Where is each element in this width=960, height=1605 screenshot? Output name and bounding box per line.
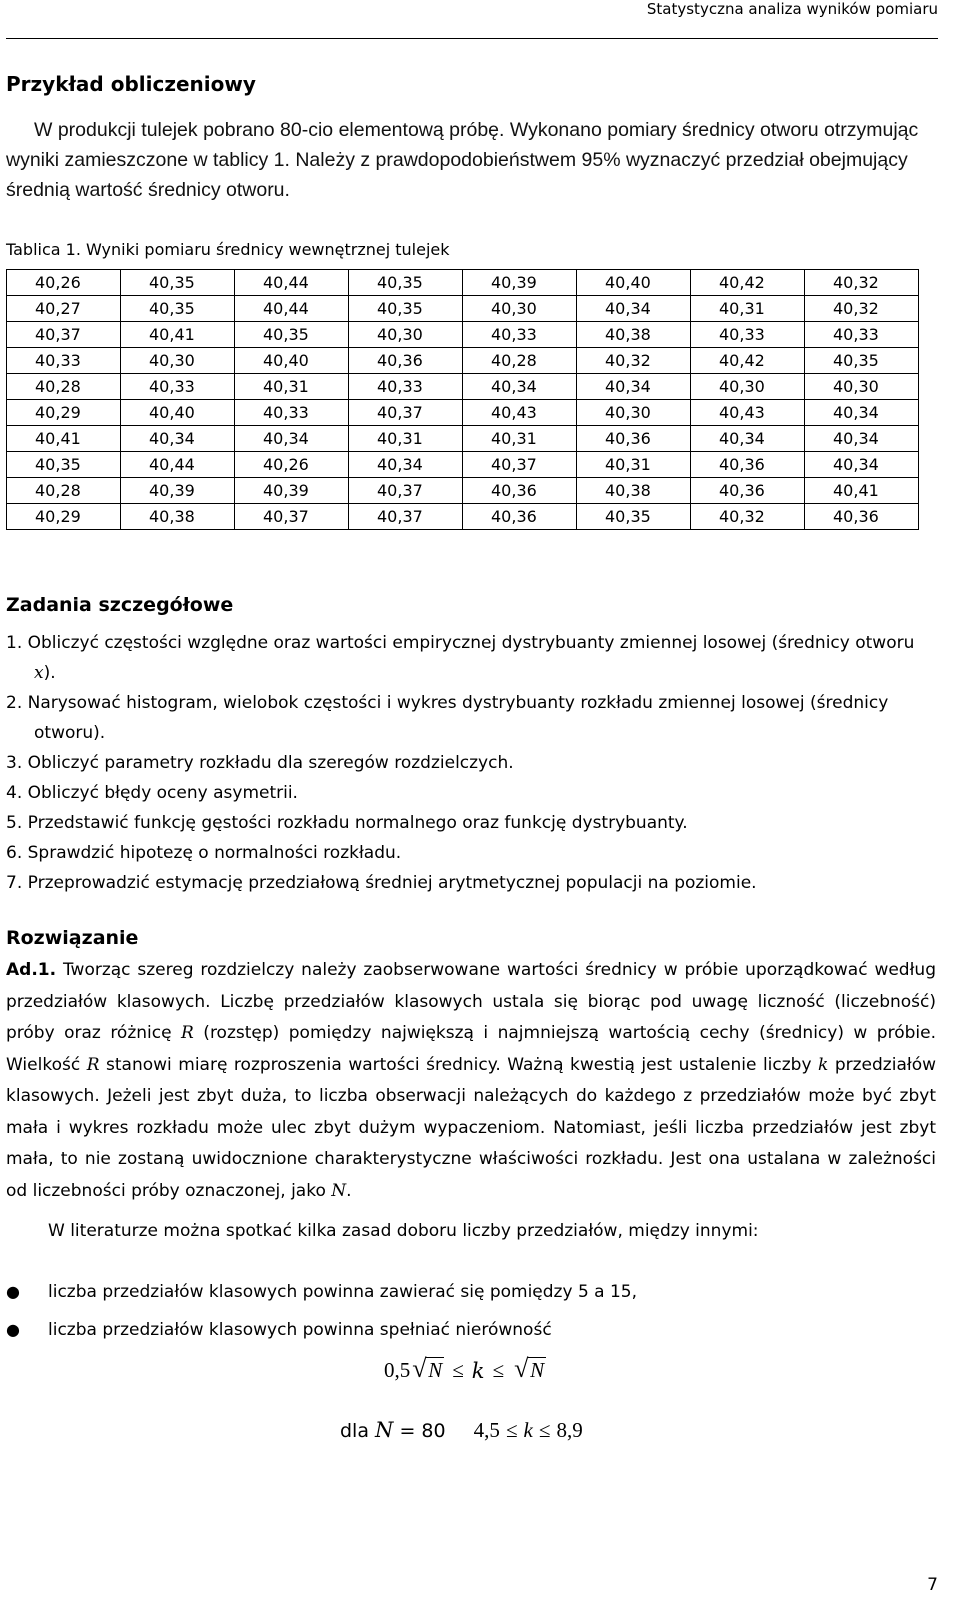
table-cell: 40,38 — [577, 322, 691, 348]
table-cell: 40,30 — [349, 322, 463, 348]
table-cell: 40,29 — [7, 400, 121, 426]
solution-label: Ad.1. — [6, 960, 57, 980]
table-cell: 40,28 — [7, 374, 121, 400]
task-text: 3. Obliczyć parametry rozkładu dla szeregów rozdzielczych. — [6, 753, 514, 773]
task-item — [6, 688, 936, 748]
list-item — [6, 1315, 637, 1353]
table-row — [7, 426, 919, 452]
table-cell: 40,33 — [805, 322, 919, 348]
task-text: 1. Obliczyć częstości względne oraz wartości empirycznej dystrybuanty zmiennej losowej (średnicy otworu — [6, 633, 915, 653]
table-cell: 40,34 — [577, 296, 691, 322]
formula-k: k — [471, 1358, 485, 1383]
table-cell: 40,31 — [577, 452, 691, 478]
solution-heading: Rozwiązanie — [6, 927, 139, 949]
table-cell: 40,37 — [349, 478, 463, 504]
table-cell: 40,30 — [805, 374, 919, 400]
table-cell: 40,26 — [7, 270, 121, 296]
table-cell: 40,32 — [805, 270, 919, 296]
table-cell: 40,41 — [7, 426, 121, 452]
solution-text-5: . — [346, 1180, 352, 1201]
running-header: Statystyczna analiza wyników pomiaru — [646, 0, 938, 18]
table-cell: 40,35 — [805, 348, 919, 374]
measurements-table — [6, 269, 919, 530]
sqrt — [514, 1354, 546, 1383]
table-cell: 40,35 — [121, 296, 235, 322]
table-cell: 40,31 — [235, 374, 349, 400]
inequality-formula — [384, 1354, 546, 1383]
table-row — [7, 348, 919, 374]
table-cell: 40,26 — [235, 452, 349, 478]
formula-coefficient: 0,5 — [384, 1358, 411, 1382]
table-cell: 40,31 — [463, 426, 577, 452]
var-r: R — [181, 1023, 194, 1043]
table-cell: 40,37 — [349, 504, 463, 530]
table-cell: 40,32 — [805, 296, 919, 322]
formula-n: N — [530, 1358, 545, 1382]
table-cell: 40,36 — [577, 426, 691, 452]
task-item — [6, 628, 936, 688]
solution-text-2: (rozstęp) pomiędzy największą i najmniejszą wartością cechy (średnicy) w próbie. Wielkość — [6, 1023, 936, 1075]
table-row — [7, 270, 919, 296]
formula-prefix: dla — [340, 1420, 376, 1442]
header-rule — [6, 38, 938, 39]
table-cell: 40,33 — [463, 322, 577, 348]
table-cell: 40,35 — [7, 452, 121, 478]
task-item — [6, 868, 936, 898]
var-n: N — [331, 1180, 347, 1201]
table-cell: 40,37 — [7, 322, 121, 348]
le-symbol: ≤ — [492, 1358, 505, 1382]
table-cell: 40,33 — [121, 374, 235, 400]
var-r: R — [86, 1054, 100, 1075]
task-item — [6, 748, 936, 778]
table-cell: 40,30 — [121, 348, 235, 374]
table-row — [7, 478, 919, 504]
task-item — [6, 838, 936, 868]
rules-intro-text: W literaturze można spotkać kilka zasad doboru liczby przedziałów, między innymi: — [48, 1221, 759, 1241]
le-symbol: ≤ — [538, 1418, 551, 1442]
table-cell: 40,42 — [691, 270, 805, 296]
rules-intro — [6, 1215, 936, 1247]
table-cell: 40,38 — [121, 504, 235, 530]
task-text: 5. Przedstawić funkcję gęstości rozkładu normalnego oraz funkcję dystrybuanty. — [6, 813, 688, 833]
table-cell: 40,39 — [463, 270, 577, 296]
task-variable: x — [34, 663, 44, 683]
rules-list — [6, 1277, 637, 1353]
table-cell: 40,30 — [577, 400, 691, 426]
table-cell: 40,33 — [349, 374, 463, 400]
solution-text-1: Tworząc szereg rozdzielczy należy zaobserwowane wartości średnicy w próbie uporządkować według przedziałów klasowych. Liczbę przedziałów klasowych ustala się biorąc pod uwagę liczność (liczebność) próby oraz różnicę — [6, 960, 936, 1043]
sqrt — [412, 1354, 444, 1383]
table-cell: 40,35 — [235, 322, 349, 348]
table-cell: 40,40 — [235, 348, 349, 374]
table-cell: 40,34 — [805, 452, 919, 478]
list-item-text: liczba przedziałów klasowych powinna spełniać nierówność — [48, 1320, 552, 1340]
table-cell: 40,38 — [577, 478, 691, 504]
table-cell: 40,40 — [121, 400, 235, 426]
table-cell: 40,41 — [121, 322, 235, 348]
formula-n: N — [428, 1358, 443, 1382]
table-cell: 40,37 — [349, 400, 463, 426]
tasks-list — [6, 628, 936, 898]
table-caption: Tablica 1. Wyniki pomiaru średnicy wewnętrznej tulejek — [6, 240, 450, 259]
intro-paragraph — [6, 115, 936, 205]
table-row — [7, 296, 919, 322]
table-row — [7, 504, 919, 530]
table-cell: 40,35 — [577, 504, 691, 530]
task-item — [6, 778, 936, 808]
table-cell: 40,43 — [463, 400, 577, 426]
radical-icon: √ — [412, 1354, 427, 1383]
table-cell: 40,31 — [691, 296, 805, 322]
table-cell: 40,44 — [235, 296, 349, 322]
solution-paragraph — [6, 955, 936, 1207]
table-cell: 40,37 — [235, 504, 349, 530]
solution-text-4: przedziałów klasowych. Jeżeli jest zbyt duża, to liczba obserwacji należących do każdego z przedziałów może być zbyt mała i wykres rozkładu może ulec zbyt dużym wypaczeniom. Natomiast, jeśli liczba przedziałów jest zbyt mała, to nie zostaną uwidocznione charakterystyczne właściwości rozkładu. Jest ona ustalana w zależności od liczebności próby oznaczonej, jako — [6, 1054, 937, 1201]
formula-example — [340, 1418, 583, 1443]
table-cell: 40,30 — [691, 374, 805, 400]
formula-n: N — [375, 1418, 394, 1442]
task-item — [6, 808, 936, 838]
table-row — [7, 374, 919, 400]
task-text-end: ). — [43, 663, 56, 683]
table-row — [7, 452, 919, 478]
tasks-heading: Zadania szczegółowe — [6, 594, 234, 616]
table-cell: 40,36 — [691, 452, 805, 478]
table-cell: 40,34 — [235, 426, 349, 452]
table-cell: 40,36 — [691, 478, 805, 504]
table-cell: 40,33 — [7, 348, 121, 374]
table-row — [7, 400, 919, 426]
table-cell: 40,36 — [349, 348, 463, 374]
page-number: 7 — [927, 1575, 938, 1595]
table-cell: 40,32 — [691, 504, 805, 530]
table-cell: 40,28 — [7, 478, 121, 504]
table-cell: 40,29 — [7, 504, 121, 530]
bullet-icon: ● — [6, 1320, 20, 1339]
example-heading: Przykład obliczeniowy — [6, 72, 256, 96]
formula-low: 4,5 — [473, 1418, 500, 1442]
table-cell: 40,34 — [577, 374, 691, 400]
table-cell: 40,32 — [577, 348, 691, 374]
table-cell: 40,41 — [805, 478, 919, 504]
table-cell: 40,42 — [691, 348, 805, 374]
bullet-icon: ● — [6, 1282, 20, 1301]
formula-k: k — [523, 1418, 533, 1442]
table-cell: 40,40 — [577, 270, 691, 296]
list-item-text: liczba przedziałów klasowych powinna zawierać się pomiędzy 5 a 15, — [48, 1282, 638, 1302]
table-cell: 40,44 — [121, 452, 235, 478]
table-cell: 40,36 — [463, 478, 577, 504]
table-cell: 40,36 — [805, 504, 919, 530]
le-symbol: ≤ — [505, 1418, 518, 1442]
table-cell: 40,35 — [121, 270, 235, 296]
table-cell: 40,43 — [691, 400, 805, 426]
table-cell: 40,36 — [463, 504, 577, 530]
table-cell: 40,30 — [463, 296, 577, 322]
task-text: 7. Przeprowadzić estymację przedziałową średniej arytmetycznej populacji na poziomie. — [6, 873, 757, 893]
table-cell: 40,35 — [349, 296, 463, 322]
table-cell: 40,44 — [235, 270, 349, 296]
task-text: 4. Obliczyć błędy oceny asymetrii. — [6, 783, 298, 803]
table-cell: 40,34 — [805, 400, 919, 426]
table-cell: 40,33 — [691, 322, 805, 348]
table-cell: 40,28 — [463, 348, 577, 374]
task-text: 6. Sprawdzić hipotezę o normalności rozkładu. — [6, 843, 402, 863]
table-cell: 40,37 — [463, 452, 577, 478]
table-cell: 40,39 — [121, 478, 235, 504]
table-cell: 40,35 — [349, 270, 463, 296]
solution-text-3: stanowi miarę rozproszenia wartości średnicy. Ważną kwestią jest ustalenie liczby — [99, 1054, 819, 1075]
intro-text: W produkcji tulejek pobrano 80-cio elementową próbę. Wykonano pomiary średnicy otworu otrzymując wyniki zamieszczone w tablicy 1. Należy z prawdopodobieństwem 95% wyznaczyć przedział obejmujący średnią wartość średnicy otworu. — [6, 119, 919, 201]
table-cell: 40,34 — [463, 374, 577, 400]
list-item — [6, 1277, 637, 1315]
table-cell: 40,33 — [235, 400, 349, 426]
table-cell: 40,34 — [691, 426, 805, 452]
var-k: k — [818, 1054, 829, 1075]
formula-high: 8,9 — [556, 1418, 583, 1442]
table-cell: 40,34 — [805, 426, 919, 452]
table-cell: 40,34 — [121, 426, 235, 452]
formula-eq: = 80 — [393, 1420, 446, 1442]
radical-icon: √ — [514, 1354, 529, 1383]
table-cell: 40,39 — [235, 478, 349, 504]
table-row — [7, 322, 919, 348]
table-cell: 40,31 — [349, 426, 463, 452]
table-cell: 40,27 — [7, 296, 121, 322]
le-symbol: ≤ — [452, 1358, 464, 1382]
table-cell: 40,34 — [349, 452, 463, 478]
task-text: 2. Narysować histogram, wielobok częstości i wykres dystrybuanty rozkładu zmiennej losowej (średnicy otworu). — [6, 693, 889, 743]
